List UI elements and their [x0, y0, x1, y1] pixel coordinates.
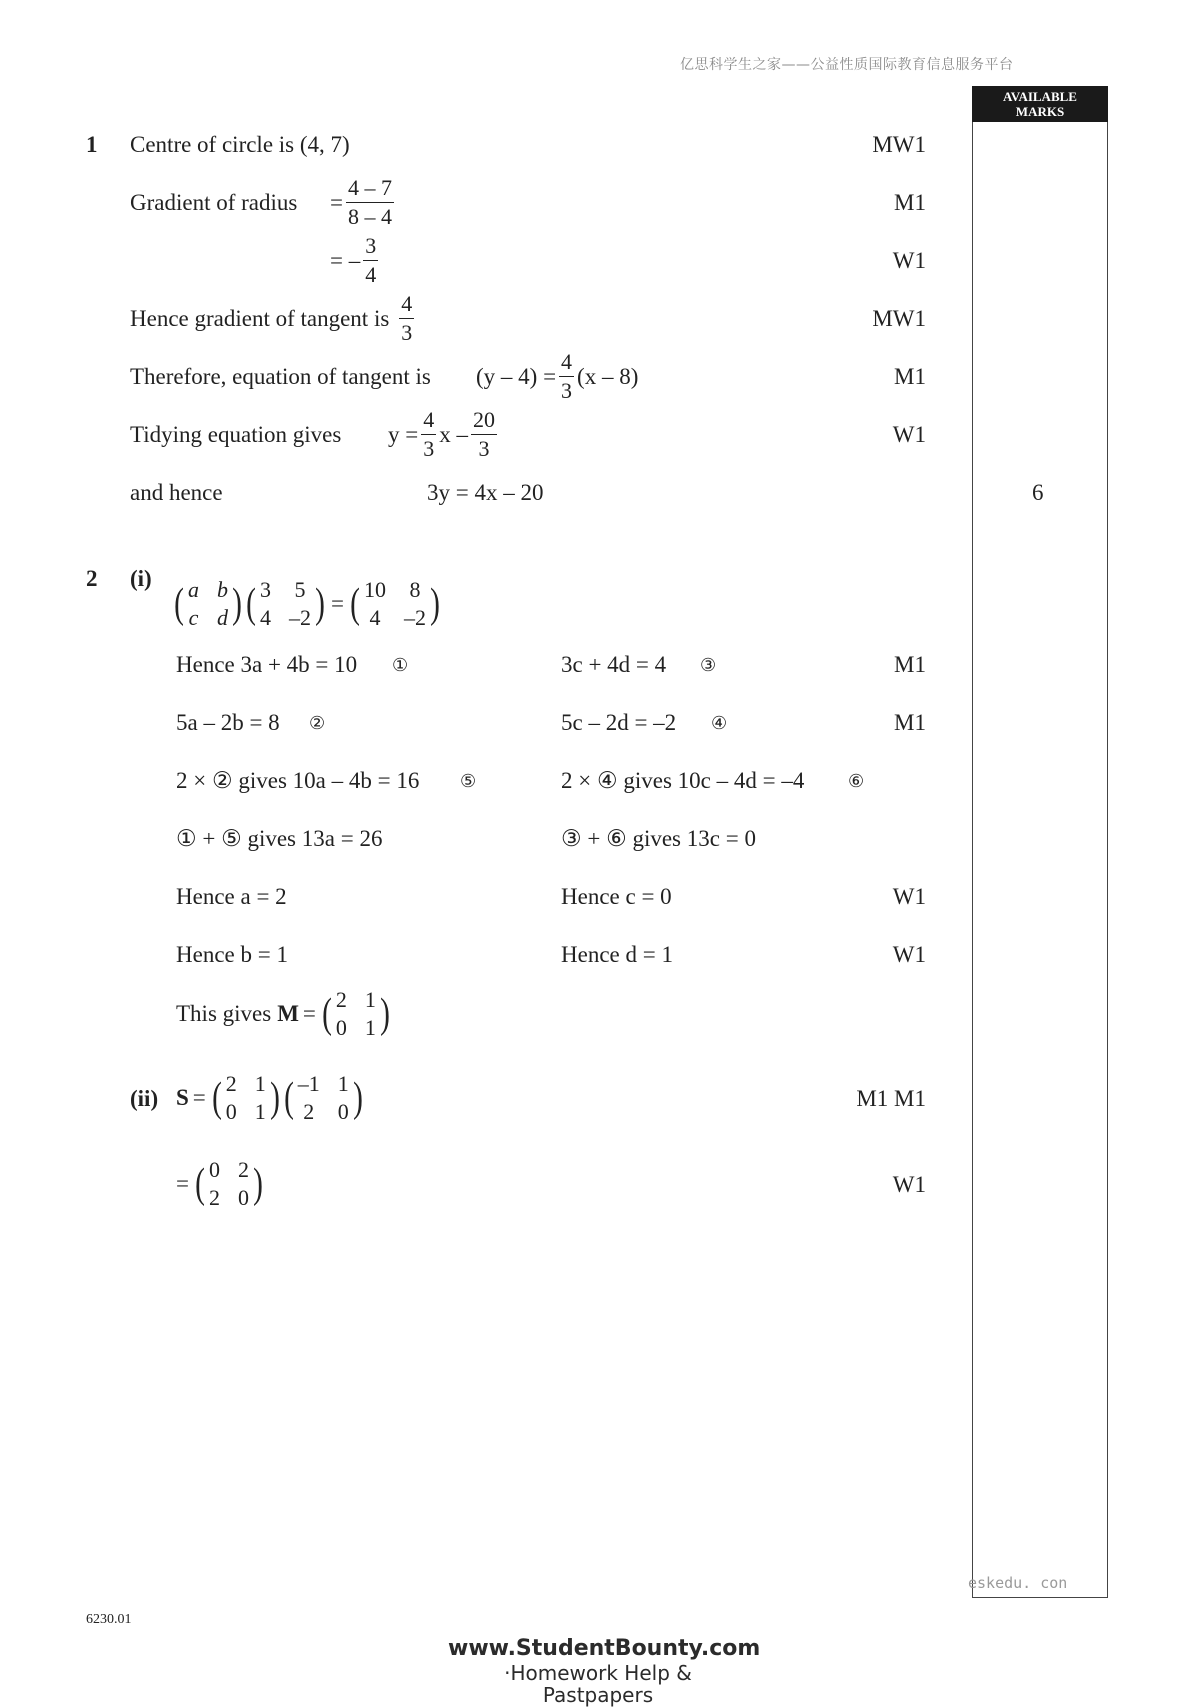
mark: M1 M1 [856, 1086, 926, 1111]
equation-tag: ① [392, 655, 409, 676]
equation-tag: ② [309, 713, 326, 734]
matrix-symbol: S [176, 1085, 189, 1110]
q1-hence-gradient [130, 292, 417, 345]
this-gives-text: This gives [176, 1001, 272, 1026]
fraction-numerator: 4 [421, 408, 436, 435]
matrix-cell: 1 [364, 987, 376, 1012]
matrix-cell: 3 [260, 577, 271, 602]
fraction [363, 234, 378, 287]
question-number: 2 [86, 566, 98, 591]
matrix-cell: 4 [260, 605, 271, 630]
q1-gradient-value [330, 234, 381, 287]
matrix: ( –1 1 2 0 ) [283, 1071, 363, 1124]
matrix-cell: 0 [225, 1099, 237, 1124]
matrix-cell: 0 [335, 1015, 347, 1040]
mark: M1 [894, 190, 926, 215]
matrix-cell: 8 [409, 577, 421, 602]
equals: = [176, 1171, 189, 1196]
marks-column-header [972, 86, 1108, 122]
marks-header-line1: AVAILABLE [1003, 89, 1077, 104]
matrix-cell: 1 [337, 1071, 349, 1096]
equation-left: Hence 3a + 4b = 10 [176, 652, 358, 677]
equals: = [330, 189, 343, 215]
matrix-cell: 10 [363, 577, 386, 602]
matrix-cell: 2 [208, 1185, 220, 1210]
matrix-cell: –2 [289, 605, 311, 630]
matrix-cell: –1 [297, 1071, 320, 1096]
mark: MW1 [872, 132, 926, 157]
q1-therefore-label: Therefore, equation of tangent is [130, 364, 431, 389]
equation-left: Hence a = 2 [176, 884, 287, 909]
equation-right: 2 × ④ gives 10c – 4d = –4 [561, 768, 805, 793]
equals: = [331, 591, 344, 616]
equation-right: Hence c = 0 [561, 884, 672, 909]
equals-negative: = – [330, 247, 361, 273]
fraction-numerator: 4 [399, 292, 414, 319]
fraction [399, 292, 414, 345]
part-label: (i) [130, 566, 152, 591]
matrix-cell: 1 [364, 1015, 376, 1040]
equation-left: 2 × ② gives 10a – 4b = 16 [176, 768, 420, 793]
equation-tag: ⑤ [460, 771, 477, 792]
q1-and-hence: and hence [130, 480, 223, 505]
mark: W1 [892, 1172, 926, 1197]
matrix-cell: 2 [237, 1157, 249, 1182]
q1-tidy-equation [388, 408, 500, 461]
matrix: ( 0 2 2 0 ) [195, 1157, 263, 1210]
mark: W1 [892, 884, 926, 909]
equation-tag: ④ [711, 713, 728, 734]
brand-tagline: ·Homework Help & Pastpapers [504, 1661, 692, 1707]
q2-matrix-equation [172, 576, 442, 632]
available-marks-total: 6 [1032, 480, 1044, 505]
equals: = [302, 1001, 316, 1026]
fraction-numerator: 4 [559, 350, 574, 377]
equation-right: 5c – 2d = –2 [561, 710, 677, 735]
fraction [559, 350, 574, 403]
fraction-denominator: 3 [401, 320, 413, 345]
marks-header-line2: MARKS [1015, 104, 1065, 119]
equation-right: ③ + ⑥ gives 13c = 0 [561, 826, 756, 851]
marks-column [972, 86, 1108, 1598]
brand-logo [448, 1636, 761, 1707]
q2-result-M [176, 986, 392, 1042]
mark: M1 [894, 364, 926, 389]
paper-code: 6230.01 [86, 1612, 132, 1627]
matrix-cell: d [217, 605, 228, 630]
q1-gradient-radius-expr [330, 176, 397, 229]
matrix-cell: 5 [294, 577, 306, 602]
fraction [471, 408, 497, 461]
q1-gradient-radius-label: Gradient of radius [130, 190, 298, 215]
equation-left: ① + ⑤ gives 13a = 26 [176, 826, 383, 851]
matrix: ( 3 5 4 –2 ) [246, 577, 325, 630]
equation-left: Hence b = 1 [176, 942, 288, 967]
equation-tag: ③ [700, 655, 717, 676]
q1-final-equation: 3y = 4x – 20 [427, 480, 544, 505]
fraction [346, 176, 394, 229]
matrix-cell: 0 [237, 1185, 249, 1210]
fraction-numerator: 20 [471, 408, 497, 435]
q2-S-product [176, 1070, 365, 1126]
mark: MW1 [872, 306, 926, 331]
equation-tag: ⑥ [848, 771, 865, 792]
q1-centre-line: Centre of circle is (4, 7) [130, 132, 350, 157]
fraction-denominator: 3 [478, 436, 490, 461]
tangent-right: (x – 8) [577, 363, 639, 389]
tangent-left: (y – 4) = [476, 363, 557, 389]
equation-left: 5a – 2b = 8 [176, 710, 280, 735]
mark: M1 [894, 710, 926, 735]
matrix-symbol: M [277, 1001, 299, 1026]
tidy-x: x – [439, 421, 468, 447]
fraction-denominator: 8 – 4 [347, 204, 392, 229]
fraction-numerator: 3 [363, 234, 378, 261]
brand-url: www.StudentBounty.com [448, 1636, 761, 1661]
matrix-cell: 2 [335, 987, 347, 1012]
fraction-denominator: 3 [561, 378, 573, 403]
watermark-text: eskedu. con [968, 1574, 1068, 1592]
matrix: ( 2 1 0 1 ) [322, 987, 390, 1040]
q2-S-result [176, 1156, 265, 1212]
header-banner: 亿思科学生之家——公益性质国际教育信息服务平台 [680, 57, 1014, 73]
mark: M1 [894, 652, 926, 677]
matrix-cell: c [188, 605, 199, 630]
matrix-cell: b [217, 577, 228, 602]
matrix-cell: 0 [208, 1157, 220, 1182]
q1-tidying-label: Tidying equation gives [130, 422, 342, 447]
fraction-numerator: 4 – 7 [346, 176, 394, 203]
matrix-cell: 2 [225, 1071, 237, 1096]
matrix-cell: a [188, 577, 199, 602]
tidy-y: y = [388, 421, 419, 447]
mark: W1 [892, 942, 926, 967]
matrix-cell: 0 [337, 1099, 349, 1124]
equation-right: Hence d = 1 [561, 942, 673, 967]
equation-right: 3c + 4d = 4 [561, 652, 667, 677]
mark: W1 [892, 422, 926, 447]
hence-gradient-text: Hence gradient of tangent is [130, 305, 390, 331]
q1-tangent-equation [476, 350, 638, 403]
fraction-denominator: 4 [365, 262, 377, 287]
matrix-cell: –2 [403, 605, 426, 630]
matrix: ( 10 8 4 –2 ) [350, 577, 440, 630]
fraction-denominator: 3 [423, 436, 435, 461]
matrix-cell: 1 [254, 1071, 266, 1096]
matrix-cell: 1 [254, 1099, 266, 1124]
part-label: (ii) [130, 1086, 159, 1111]
matrix: ( 2 1 0 1 ) [211, 1071, 280, 1124]
equals: = [192, 1085, 206, 1110]
fraction [421, 408, 436, 461]
mark: W1 [892, 248, 926, 273]
matrix-cell: 4 [369, 605, 381, 630]
question-number: 1 [86, 132, 98, 157]
matrix: ( a b c d ) [174, 577, 242, 630]
matrix-cell: 2 [303, 1099, 315, 1124]
